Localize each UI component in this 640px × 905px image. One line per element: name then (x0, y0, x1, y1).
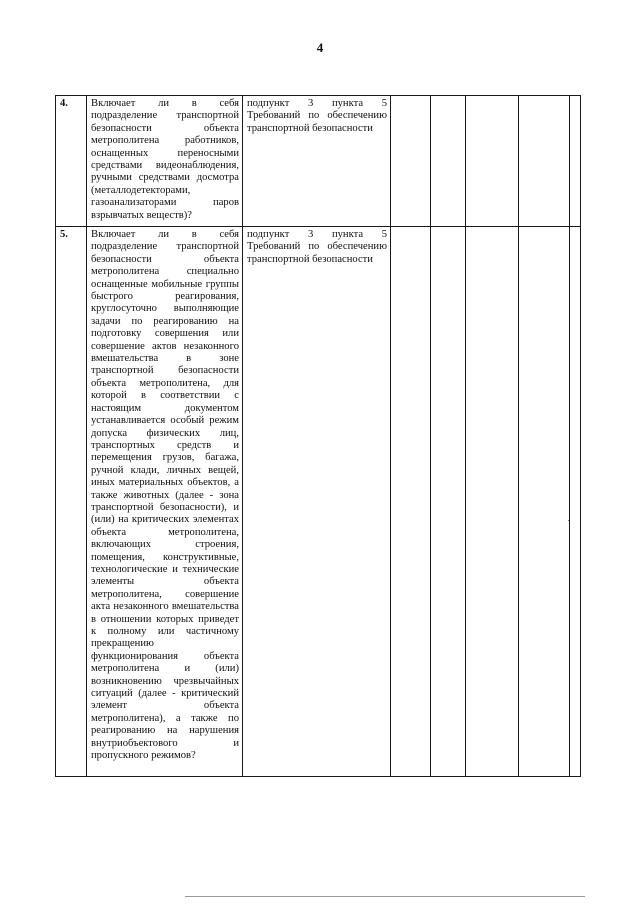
answer-cell-2[interactable] (431, 96, 466, 227)
answer-cell-3[interactable] (466, 227, 519, 777)
table-row (56, 96, 581, 227)
row-number: 5. (56, 227, 87, 777)
page-number: 4 (316, 40, 324, 55)
answer-cell-4[interactable] (519, 227, 570, 777)
scan-speck (568, 520, 569, 521)
answer-cell-4[interactable] (519, 96, 570, 227)
bottom-divider (185, 896, 585, 897)
answer-cell-1[interactable] (391, 96, 431, 227)
notes-cell[interactable] (570, 227, 581, 777)
notes-cell[interactable] (570, 96, 581, 227)
answer-cell-2[interactable] (431, 227, 466, 777)
table-row (56, 227, 581, 777)
answer-cell-3[interactable] (466, 96, 519, 227)
reference-cell: подпункт 3 пункта 5 Требований по обеспечению транспортной безопасности (243, 96, 391, 227)
reference-cell: подпункт 3 пункта 5 Требований по обеспечению транспортной безопасности (243, 227, 391, 777)
question-cell: Включает ли в себя подразделение транспортной безопасности объекта метрополитена специально оснащенные мобильные группы быстрого реагирования, круглосуточно выполняющие задачи по реагированию на подготовку совершения или совершение актов незаконного вмешательства в зоне транспортной безопасности объекта метрополитена, для которой в соответствии с настоящим документом устанавливается особый режим допуска физических лиц, транспортных средств и перемещения грузов, багажа, ручной клади, личных вещей, иных материальных объектов, а также животных (далее - зона транспортной безопасности), и (или) на критических элементах объекта метрополитена, включающих строения, помещения, конструктивные, технологические и технические элементы объекта метрополитена, совершение акта незаконного вмешательства в отношении которых приведет к полному или частичному прекращению функционирования объекта метрополитена и (или) возникновению чрезвычайных ситуаций (далее - критический элемент объекта метрополитена), а также по реагированию на нарушения внутриобъектового и пропускного режимов? (87, 227, 243, 777)
answer-cell-1[interactable] (391, 227, 431, 777)
checklist-table (55, 95, 581, 777)
question-cell: Включает ли в себя подразделение транспортной безопасности объекта метрополитена работников, оснащенных переносными средствами видеонаблюдения, ручными средствами досмотра (металлодетекторами, газоанализаторами паров взрывчатых веществ)? (87, 96, 243, 227)
row-number: 4. (56, 96, 87, 227)
